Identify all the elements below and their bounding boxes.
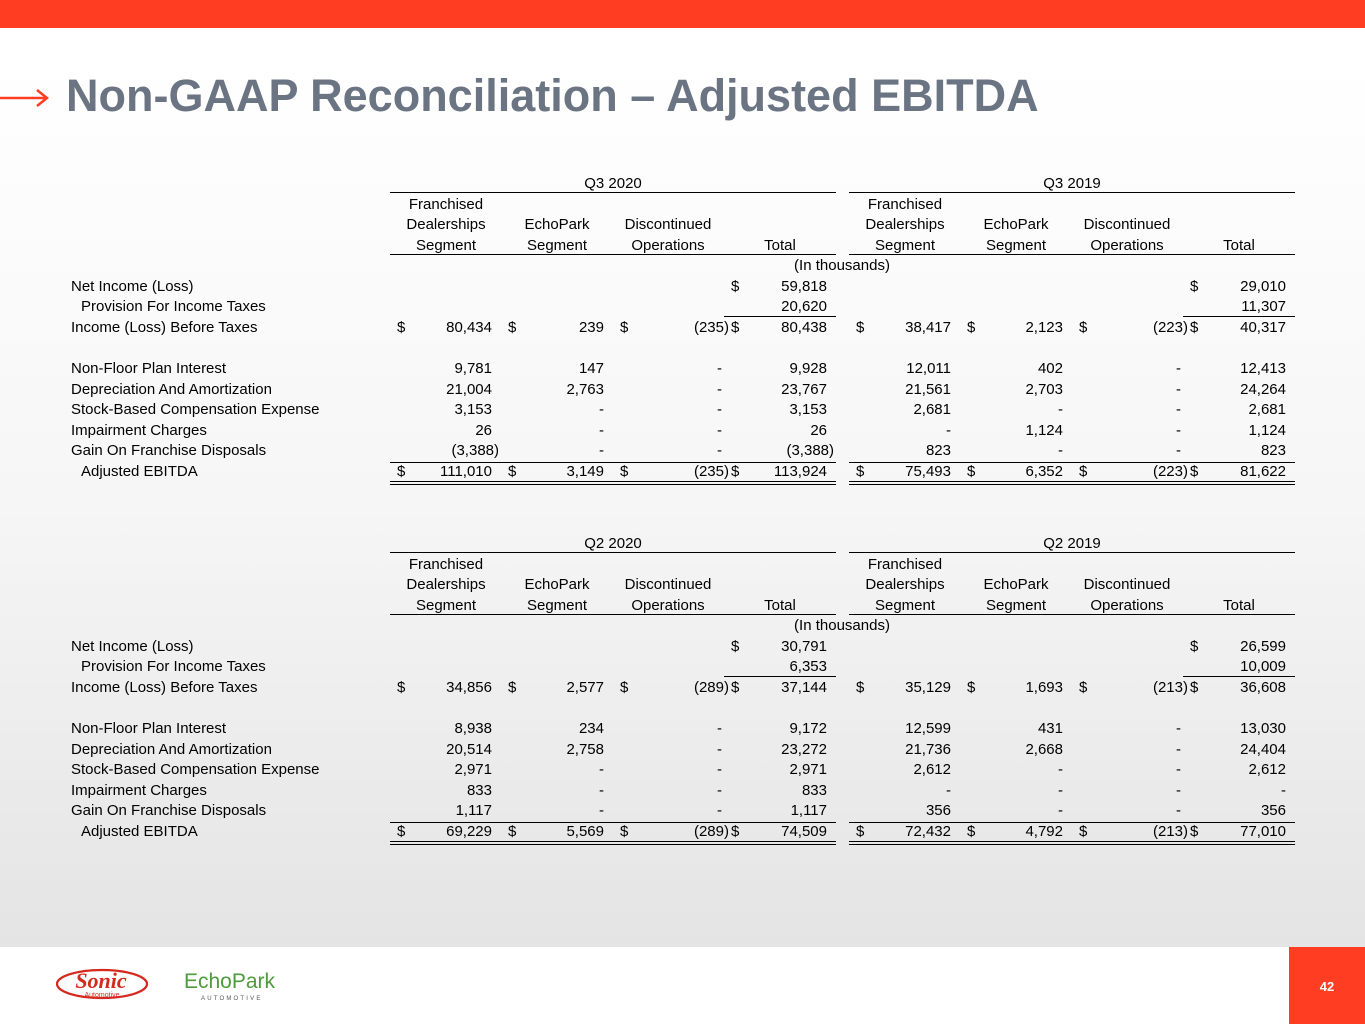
header-rule-left (390, 614, 836, 615)
table-cell-value: (289) (693, 823, 729, 840)
table-cell-value: - (946, 422, 951, 439)
currency-symbol: $ (967, 679, 976, 696)
currency-symbol: $ (620, 823, 629, 840)
column-header: Dealerships (865, 576, 945, 593)
table-cell-value: 2,612 (913, 761, 951, 778)
currency-symbol: $ (731, 823, 740, 840)
table-cell-value: 2,971 (789, 761, 827, 778)
currency-symbol: $ (1190, 319, 1199, 336)
currency-symbol: $ (397, 463, 406, 480)
table-cell-value: 11,307 (1241, 298, 1286, 315)
table-cell-value: (235) (693, 319, 729, 336)
table-cell-value: - (717, 360, 722, 377)
table-cell-value: - (1176, 422, 1181, 439)
table-cell-value: - (1058, 442, 1063, 459)
header-rule-right (849, 614, 1295, 615)
table-cell-value: 2,681 (1248, 401, 1286, 418)
table-cell-value: 3,149 (566, 463, 604, 480)
table-cell-value: - (717, 741, 722, 758)
table-cell-value: - (599, 422, 604, 439)
sonic-automotive-logo (54, 966, 150, 1002)
row-label: Net Income (Loss) (71, 278, 194, 295)
page-title: Non-GAAP Reconciliation – Adjusted EBITDA (66, 70, 1039, 121)
currency-symbol: $ (731, 638, 740, 655)
table-cell-value: - (1176, 401, 1181, 418)
currency-symbol: $ (1190, 679, 1199, 696)
table-cell-value: - (1176, 720, 1181, 737)
subtotal-rule (724, 316, 836, 317)
column-header: Total (764, 237, 796, 254)
page-number-box (1289, 947, 1365, 1024)
column-header: Segment (985, 237, 1047, 254)
subtotal-rule (724, 676, 836, 677)
table-cell-value: - (1058, 761, 1063, 778)
table-cell-value: 2,971 (454, 761, 492, 778)
table-cell-value: - (599, 761, 604, 778)
column-header: Franchised (867, 556, 943, 573)
currency-symbol: $ (397, 823, 406, 840)
table-cell-value: (213) (1152, 823, 1188, 840)
currency-symbol: $ (508, 823, 517, 840)
table-cell-value: - (1176, 761, 1181, 778)
table-cell-value: (223) (1152, 463, 1188, 480)
currency-symbol: $ (731, 278, 740, 295)
total-rule-left (390, 462, 836, 463)
table-cell-value: 1,693 (1025, 679, 1063, 696)
column-header: Total (1223, 597, 1255, 614)
row-label: Depreciation And Amortization (71, 741, 272, 758)
table-cell-value: 356 (1260, 802, 1286, 819)
table-cell-value: 2,577 (566, 679, 604, 696)
table-cell-value: 77,010 (1240, 823, 1286, 840)
currency-symbol: $ (731, 319, 740, 336)
table-cell-value: 74,509 (781, 823, 827, 840)
table-cell-value: 20,620 (781, 298, 827, 315)
table-cell-value: - (717, 782, 722, 799)
table-cell-value: (235) (693, 463, 729, 480)
sonic-logo-subtext: Automotive (84, 992, 120, 999)
row-label: Net Income (Loss) (71, 638, 194, 655)
table-cell-value: 2,668 (1025, 741, 1063, 758)
table-cell-value: 9,172 (789, 720, 827, 737)
table-cell-value: 9,928 (789, 360, 827, 377)
echopark-logo-subtext: AUTOMOTIVE (201, 996, 263, 1002)
period-rule-left (390, 552, 836, 553)
row-label: Provision For Income Taxes (81, 298, 266, 315)
table-cell-value: 38,417 (905, 319, 951, 336)
header-rule-right (849, 254, 1295, 255)
row-label: Gain On Franchise Disposals (71, 802, 267, 819)
currency-symbol: $ (856, 679, 865, 696)
table-cell-value: - (717, 401, 722, 418)
table-cell-value: 3,153 (789, 401, 827, 418)
double-rule-left (390, 481, 836, 485)
table-cell-value: 2,123 (1025, 319, 1063, 336)
currency-symbol: $ (856, 823, 865, 840)
period-header-right: Q3 2019 (1043, 175, 1101, 192)
table-cell-value: - (1176, 442, 1181, 459)
row-label: Income (Loss) Before Taxes (71, 679, 258, 696)
table-cell-value: 81,622 (1240, 463, 1286, 480)
table-cell-value: 6,352 (1025, 463, 1063, 480)
ebitda-table-q2 (0, 532, 1365, 862)
column-header: Franchised (408, 196, 484, 213)
column-header: Segment (874, 597, 936, 614)
column-header: Operations (631, 237, 705, 254)
table-cell-value: - (1058, 782, 1063, 799)
table-cell-value: 21,004 (446, 381, 492, 398)
table-cell-value: 402 (1037, 360, 1063, 377)
table-cell-value: 6,353 (789, 658, 827, 675)
subtotal-rule (1183, 676, 1295, 677)
table-cell-value: (3,388) (451, 442, 499, 459)
column-header: Segment (415, 597, 477, 614)
table-cell-value: - (599, 401, 604, 418)
table-cell-value: 40,317 (1240, 319, 1286, 336)
table-cell-value: (223) (1152, 319, 1188, 336)
table-cell-value: - (1176, 802, 1181, 819)
currency-symbol: $ (508, 319, 517, 336)
table-cell-value: 2,703 (1025, 381, 1063, 398)
currency-symbol: $ (1079, 679, 1088, 696)
table-cell-value: 2,758 (566, 741, 604, 758)
table-cell-value: 34,856 (446, 679, 492, 696)
arrow-right-icon (0, 86, 50, 110)
column-header: Franchised (867, 196, 943, 213)
row-label: Adjusted EBITDA (81, 823, 198, 840)
table-cell-value: 13,030 (1240, 720, 1286, 737)
currency-symbol: $ (620, 679, 629, 696)
table-cell-value: 2,763 (566, 381, 604, 398)
currency-symbol: $ (1079, 319, 1088, 336)
column-header: Segment (526, 597, 588, 614)
column-header: Segment (985, 597, 1047, 614)
column-header: Operations (1090, 237, 1164, 254)
column-header: EchoPark (524, 216, 590, 233)
row-label: Impairment Charges (71, 422, 207, 439)
total-rule-right (849, 822, 1295, 823)
table-cell-value: - (599, 802, 604, 819)
row-label: Income (Loss) Before Taxes (71, 319, 258, 336)
column-header: Dealerships (865, 216, 945, 233)
table-cell-value: - (717, 422, 722, 439)
table-cell-value: 823 (925, 442, 951, 459)
column-header: Discontinued (1083, 576, 1171, 593)
column-header: Segment (526, 237, 588, 254)
sonic-logo-text: Sonic (75, 968, 127, 993)
double-rule-left (390, 841, 836, 845)
table-cell-value: 24,404 (1240, 741, 1286, 758)
column-header: EchoPark (524, 576, 590, 593)
column-header: EchoPark (983, 576, 1049, 593)
table-cell-value: - (946, 782, 951, 799)
currency-symbol: $ (1079, 463, 1088, 480)
table-cell-value: - (599, 782, 604, 799)
table-cell-value: - (717, 761, 722, 778)
table-cell-value: - (1176, 741, 1181, 758)
period-header-left: Q3 2020 (584, 175, 642, 192)
table-cell-value: - (1281, 782, 1286, 799)
row-label: Non-Floor Plan Interest (71, 720, 227, 737)
table-cell-value: 431 (1037, 720, 1063, 737)
table-cell-value: (3,388) (786, 442, 834, 459)
table-cell-value: 12,599 (905, 720, 951, 737)
table-cell-value: 113,924 (773, 463, 827, 480)
top-accent-bar (0, 0, 1365, 28)
table-cell-value: 21,561 (905, 381, 951, 398)
row-label: Impairment Charges (71, 782, 207, 799)
table-cell-value: 80,434 (446, 319, 492, 336)
echopark-automotive-logo (183, 968, 275, 1004)
table-cell-value: 59,818 (781, 278, 827, 295)
subtotal-rule (1183, 316, 1295, 317)
table-cell-value: 3,153 (454, 401, 492, 418)
currency-symbol: $ (1190, 638, 1199, 655)
column-header: Discontinued (1083, 216, 1171, 233)
table-cell-value: 2,612 (1248, 761, 1286, 778)
table-cell-value: 10,009 (1240, 658, 1286, 675)
ebitda-table-q3 (0, 172, 1365, 502)
period-rule-right (849, 192, 1295, 193)
currency-symbol: $ (1190, 463, 1199, 480)
table-cell-value: 20,514 (446, 741, 492, 758)
column-header: EchoPark (983, 216, 1049, 233)
row-label: Non-Floor Plan Interest (71, 360, 227, 377)
currency-symbol: $ (967, 823, 976, 840)
table-cell-value: 12,413 (1240, 360, 1286, 377)
table-cell-value: (213) (1152, 679, 1188, 696)
currency-symbol: $ (620, 319, 629, 336)
table-cell-value: - (1058, 802, 1063, 819)
header-rule-left (390, 254, 836, 255)
table-cell-value: - (1176, 381, 1181, 398)
total-rule-right (849, 462, 1295, 463)
currency-symbol: $ (508, 463, 517, 480)
currency-symbol: $ (856, 463, 865, 480)
double-rule-right (849, 481, 1295, 485)
row-label: Stock-Based Compensation Expense (71, 761, 320, 778)
table-cell-value: 72,432 (905, 823, 951, 840)
currency-symbol: $ (397, 679, 406, 696)
table-cell-value: 234 (578, 720, 604, 737)
table-cell-value: 35,129 (905, 679, 951, 696)
table-cell-value: - (717, 381, 722, 398)
currency-symbol: $ (1190, 823, 1199, 840)
page-number: 42 (1319, 979, 1335, 994)
units-label: (In thousands) (794, 257, 890, 274)
table-cell-value: 23,272 (781, 741, 827, 758)
column-header: Total (764, 597, 796, 614)
table-cell-value: 75,493 (905, 463, 951, 480)
period-header-left: Q2 2020 (584, 535, 642, 552)
table-cell-value: (289) (693, 679, 729, 696)
table-cell-value: 26,599 (1240, 638, 1286, 655)
currency-symbol: $ (1190, 278, 1199, 295)
table-cell-value: - (717, 720, 722, 737)
table-cell-value: 21,736 (905, 741, 951, 758)
units-label: (In thousands) (794, 617, 890, 634)
table-cell-value: 26 (810, 422, 827, 439)
column-header: Operations (1090, 597, 1164, 614)
table-cell-value: 12,011 (906, 360, 951, 377)
table-cell-value: 1,124 (1025, 422, 1063, 439)
table-cell-value: 69,229 (446, 823, 492, 840)
table-cell-value: 37,144 (781, 679, 827, 696)
row-label: Depreciation And Amortization (71, 381, 272, 398)
echopark-logo-text: EchoPark (184, 970, 275, 993)
row-label: Gain On Franchise Disposals (71, 442, 267, 459)
table-cell-value: 2,681 (913, 401, 951, 418)
table-cell-value: - (1176, 782, 1181, 799)
table-cell-value: 23,767 (781, 381, 827, 398)
table-cell-value: - (717, 802, 722, 819)
table-cell-value: 1,117 (790, 802, 827, 819)
table-cell-value: 239 (578, 319, 604, 336)
column-header: Segment (415, 237, 477, 254)
table-cell-value: - (599, 442, 604, 459)
currency-symbol: $ (620, 463, 629, 480)
column-header: Franchised (408, 556, 484, 573)
table-cell-value: 30,791 (781, 638, 827, 655)
table-cell-value: 823 (1260, 442, 1286, 459)
table-cell-value: 29,010 (1240, 278, 1286, 295)
column-header: Discontinued (624, 216, 712, 233)
table-cell-value: 833 (466, 782, 492, 799)
table-cell-value: 26 (475, 422, 492, 439)
column-header: Discontinued (624, 576, 712, 593)
table-cell-value: 5,569 (566, 823, 604, 840)
table-cell-value: 1,117 (455, 802, 492, 819)
currency-symbol: $ (1079, 823, 1088, 840)
currency-symbol: $ (856, 319, 865, 336)
period-rule-right (849, 552, 1295, 553)
double-rule-right (849, 841, 1295, 845)
currency-symbol: $ (731, 463, 740, 480)
table-cell-value: 147 (578, 360, 604, 377)
row-label: Adjusted EBITDA (81, 463, 198, 480)
row-label: Stock-Based Compensation Expense (71, 401, 320, 418)
table-cell-value: - (717, 442, 722, 459)
period-rule-left (390, 192, 836, 193)
currency-symbol: $ (967, 319, 976, 336)
period-header-right: Q2 2019 (1043, 535, 1101, 552)
table-cell-value: 833 (801, 782, 827, 799)
column-header: Dealerships (406, 216, 486, 233)
currency-symbol: $ (967, 463, 976, 480)
table-cell-value: 4,792 (1025, 823, 1063, 840)
table-cell-value: 1,124 (1248, 422, 1286, 439)
table-cell-value: 24,264 (1240, 381, 1286, 398)
table-cell-value: 356 (925, 802, 951, 819)
column-header: Dealerships (406, 576, 486, 593)
table-cell-value: - (1058, 401, 1063, 418)
table-cell-value: 111,010 (440, 463, 492, 480)
column-header: Operations (631, 597, 705, 614)
currency-symbol: $ (731, 679, 740, 696)
table-cell-value: 8,938 (454, 720, 492, 737)
currency-symbol: $ (508, 679, 517, 696)
table-cell-value: 9,781 (454, 360, 492, 377)
column-header: Segment (874, 237, 936, 254)
column-header: Total (1223, 237, 1255, 254)
table-cell-value: 36,608 (1240, 679, 1286, 696)
total-rule-left (390, 822, 836, 823)
currency-symbol: $ (397, 319, 406, 336)
table-cell-value: - (1176, 360, 1181, 377)
row-label: Provision For Income Taxes (81, 658, 266, 675)
table-cell-value: 80,438 (781, 319, 827, 336)
